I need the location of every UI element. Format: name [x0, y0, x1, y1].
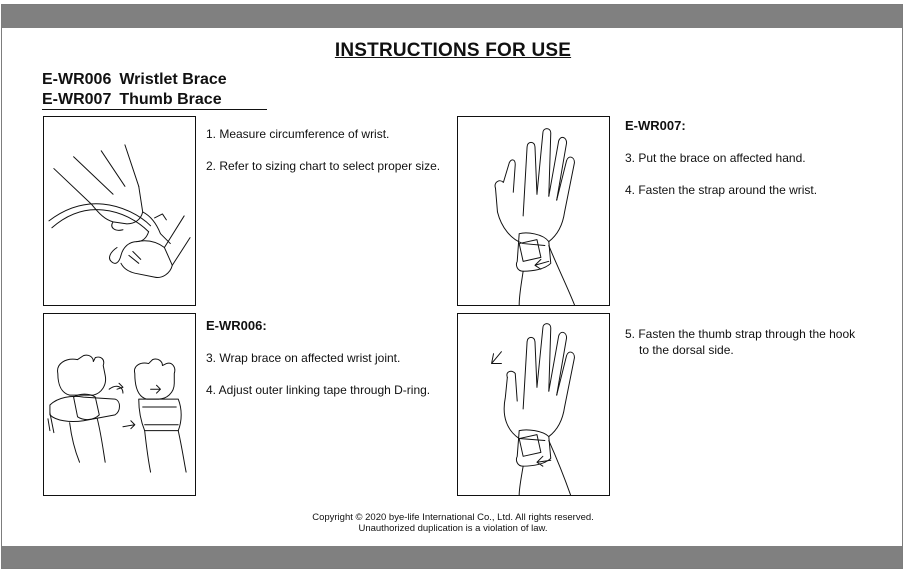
bottom-band [2, 546, 902, 568]
wr006-heading: E-WR006: [206, 318, 267, 333]
wr006-step-4: 4. Adjust outer linking tape through D-ring. [206, 383, 431, 397]
wr007-step-3: 3. Put the brace on affected hand. [625, 151, 806, 165]
model-wr007-line [42, 91, 222, 109]
model-code: E-WR006 [42, 71, 112, 88]
wr007-step-4: 4. Fasten the strap around the wrist. [625, 183, 818, 197]
illustration-measure-wrist [43, 116, 196, 306]
measure-step-1: 1. Measure circumference of wrist. [206, 127, 390, 141]
wr007-step-5: 5. Fasten the thumb strap through the hook [625, 327, 856, 341]
wr006-step-3: 3. Wrap brace on affected wrist joint. [206, 351, 401, 365]
duplication-notice: Unauthorized duplication is a violation of law. [358, 523, 548, 534]
wr007-step-5-continued: to the dorsal side. [639, 343, 734, 357]
top-band [2, 5, 902, 28]
model-code: E-WR007 [42, 91, 112, 108]
model-name: Thumb Brace [119, 91, 222, 108]
model-name: Wristlet Brace [119, 71, 227, 88]
illustration-thumb-brace-on [457, 116, 610, 306]
illustration-thumb-strap [457, 313, 610, 496]
copyright-line: Copyright © 2020 bye-life International Co., Ltd. All rights reserved. [312, 512, 594, 523]
wr007-heading: E-WR007: [625, 118, 686, 133]
illustration-wristlet-brace [43, 313, 196, 496]
model-wr006-line [42, 71, 227, 89]
page-title: INSTRUCTIONS FOR USE [334, 40, 572, 61]
model-underline [42, 109, 267, 110]
measure-step-2: 2. Refer to sizing chart to select proper size. [206, 159, 441, 173]
